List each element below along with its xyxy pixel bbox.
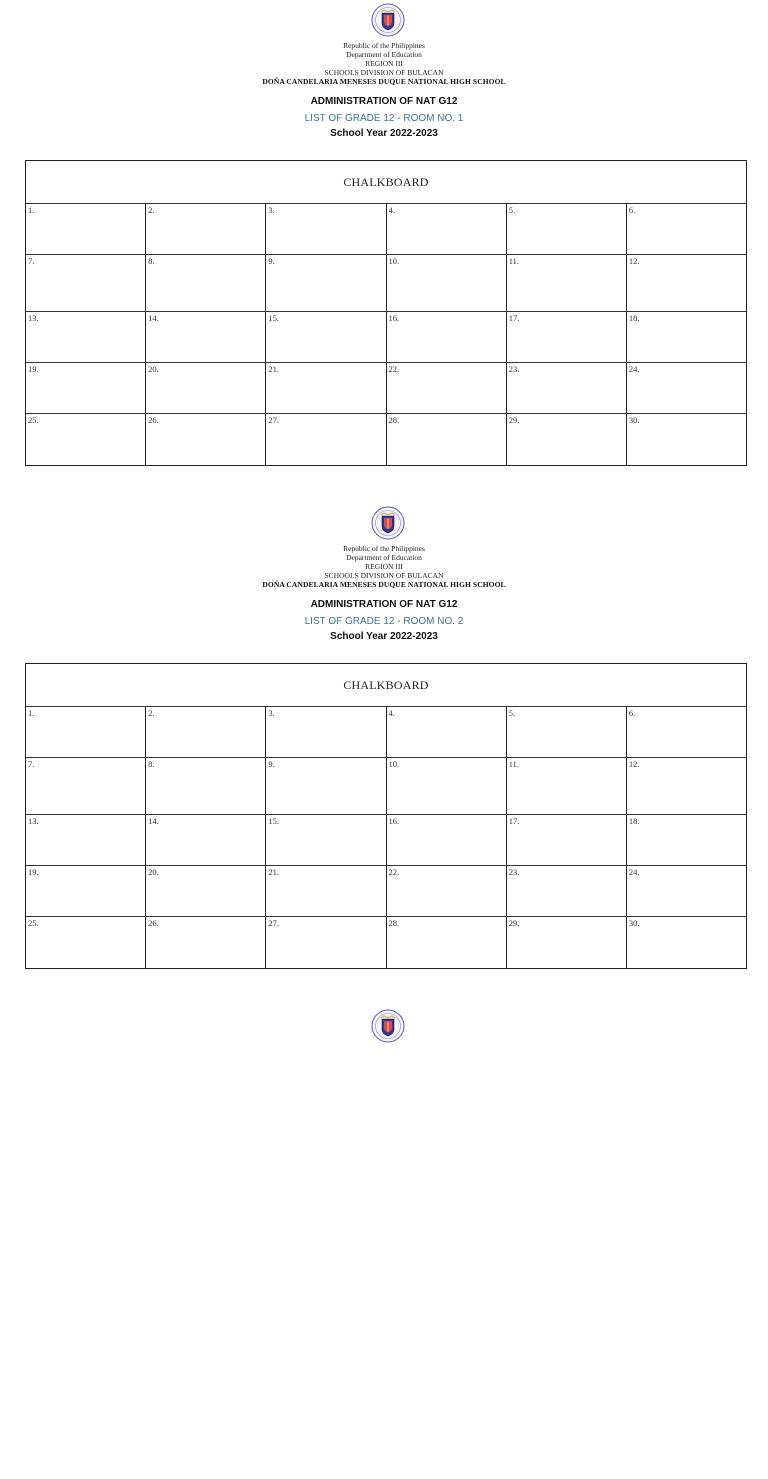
header-department: Department of Education: [346, 50, 422, 59]
seat-cell[interactable]: 22.: [387, 866, 507, 916]
room-section: [0, 3, 768, 473]
seat-row: [26, 758, 746, 815]
header-republic: Republic of the Philippines: [343, 41, 425, 50]
seat-cell[interactable]: 24.: [628, 364, 640, 374]
seat-cell[interactable]: 13.: [26, 815, 146, 865]
seat-cell[interactable]: 14.: [146, 815, 266, 865]
seat-cell[interactable]: 7.: [26, 758, 146, 814]
seat-cell[interactable]: 26.: [146, 917, 266, 968]
seat-cell[interactable]: 5.: [507, 204, 627, 254]
seat-cell[interactable]: 25.: [26, 917, 146, 968]
seat-cell[interactable]: 8.: [146, 255, 266, 311]
seat-cell[interactable]: 25.: [26, 414, 146, 465]
seat-cell[interactable]: 1.: [26, 204, 146, 254]
seat-cell[interactable]: 11.: [507, 758, 627, 814]
seat-cell[interactable]: 20.: [146, 363, 266, 413]
seat-cell[interactable]: 13.: [26, 312, 146, 362]
seat-row: [26, 917, 746, 968]
seat-cell[interactable]: 28.: [387, 917, 507, 968]
seat-cell[interactable]: 7.: [26, 255, 146, 311]
seat-cell[interactable]: 14.: [146, 312, 266, 362]
header-republic: Republic of the Philippines: [343, 544, 425, 553]
header-division: SCHOOLS DIVISION OF BULACAN: [324, 571, 444, 580]
seat-cell[interactable]: 15.: [266, 815, 386, 865]
seat-cell[interactable]: 6.: [628, 205, 636, 215]
seat-cell[interactable]: 21.: [266, 866, 386, 916]
seat-cell[interactable]: 8.: [146, 758, 266, 814]
seat-cell[interactable]: 23.: [507, 363, 627, 413]
seat-row: [26, 815, 746, 866]
room-section: [0, 1009, 768, 1479]
seat-cell[interactable]: 28.: [387, 414, 507, 465]
seat-cell[interactable]: 10.: [387, 255, 507, 311]
school-year: School Year 2022-2023: [330, 631, 438, 642]
seat-cell[interactable]: 26.: [146, 414, 266, 465]
seat-cell[interactable]: 16.: [387, 815, 507, 865]
seat-cell[interactable]: 5.: [507, 707, 627, 757]
header-school-name: DOÑA CANDELARIA MENESES DUQUE NATIONAL HIGH SCHOOL: [262, 77, 506, 86]
school-year: School Year 2022-2023: [330, 128, 438, 139]
seat-cell[interactable]: 29.: [507, 917, 627, 968]
chalkboard-header: CHALKBOARD: [26, 161, 746, 204]
seat-cell[interactable]: 11.: [507, 255, 627, 311]
seat-row: [26, 866, 746, 917]
seat-cell[interactable]: 4.: [387, 204, 507, 254]
seat-cell[interactable]: 20.: [146, 866, 266, 916]
seating-chart-table: [25, 160, 747, 466]
seat-cell[interactable]: 2.: [146, 707, 266, 757]
header-region: REGION III: [365, 562, 403, 571]
seat-cell[interactable]: 15.: [266, 312, 386, 362]
seat-cell[interactable]: 30.: [628, 415, 640, 425]
seat-cell[interactable]: 19.: [26, 363, 146, 413]
list-title: LIST OF GRADE 12 - ROOM NO. 1: [304, 113, 464, 124]
seat-cell[interactable]: 3.: [266, 707, 386, 757]
seat-cell[interactable]: 22.: [387, 363, 507, 413]
seat-cell[interactable]: 18.: [628, 313, 640, 323]
header-division: SCHOOLS DIVISION OF BULACAN: [324, 68, 444, 77]
list-title: LIST OF GRADE 12 - ROOM NO. 2: [304, 616, 464, 627]
seat-row: [26, 204, 746, 255]
seat-cell[interactable]: 4.: [387, 707, 507, 757]
seat-row: [26, 312, 746, 363]
seat-cell[interactable]: 9.: [266, 255, 386, 311]
seat-cell[interactable]: 21.: [266, 363, 386, 413]
seat-cell[interactable]: 12.: [628, 256, 640, 266]
deped-seal-icon: [371, 3, 405, 37]
seat-cell[interactable]: 19.: [26, 866, 146, 916]
seat-cell[interactable]: 23.: [507, 866, 627, 916]
seat-cell[interactable]: 1.: [26, 707, 146, 757]
seat-cell[interactable]: 9.: [266, 758, 386, 814]
seat-row: [26, 255, 746, 312]
admin-title: ADMINISTRATION OF NAT G12: [310, 599, 458, 610]
seat-cell[interactable]: 10.: [387, 758, 507, 814]
seat-cell[interactable]: 16.: [387, 312, 507, 362]
seat-row: [26, 363, 746, 414]
seat-cell[interactable]: 27.: [266, 414, 386, 465]
seat-cell[interactable]: 2.: [146, 204, 266, 254]
seat-cell[interactable]: 24.: [628, 867, 640, 877]
header-region: REGION III: [365, 59, 403, 68]
seating-chart-table: [25, 663, 747, 969]
room-section: [0, 506, 768, 976]
chalkboard-header: CHALKBOARD: [26, 664, 746, 707]
seat-cell[interactable]: 12.: [628, 759, 640, 769]
header-school-name: DOÑA CANDELARIA MENESES DUQUE NATIONAL HIGH SCHOOL: [262, 580, 506, 589]
seat-cell[interactable]: 30.: [628, 918, 640, 928]
seat-cell[interactable]: 17.: [507, 312, 627, 362]
deped-seal-icon: [371, 506, 405, 540]
seat-row: [26, 707, 746, 758]
seat-cell[interactable]: 27.: [266, 917, 386, 968]
seat-cell[interactable]: 17.: [507, 815, 627, 865]
deped-seal-icon: [371, 1009, 405, 1043]
seat-cell[interactable]: 29.: [507, 414, 627, 465]
seat-row: [26, 414, 746, 465]
admin-title: ADMINISTRATION OF NAT G12: [310, 96, 458, 107]
seat-cell[interactable]: 6.: [628, 708, 636, 718]
seat-cell[interactable]: 18.: [628, 816, 640, 826]
seat-cell[interactable]: 3.: [266, 204, 386, 254]
header-department: Department of Education: [346, 553, 422, 562]
